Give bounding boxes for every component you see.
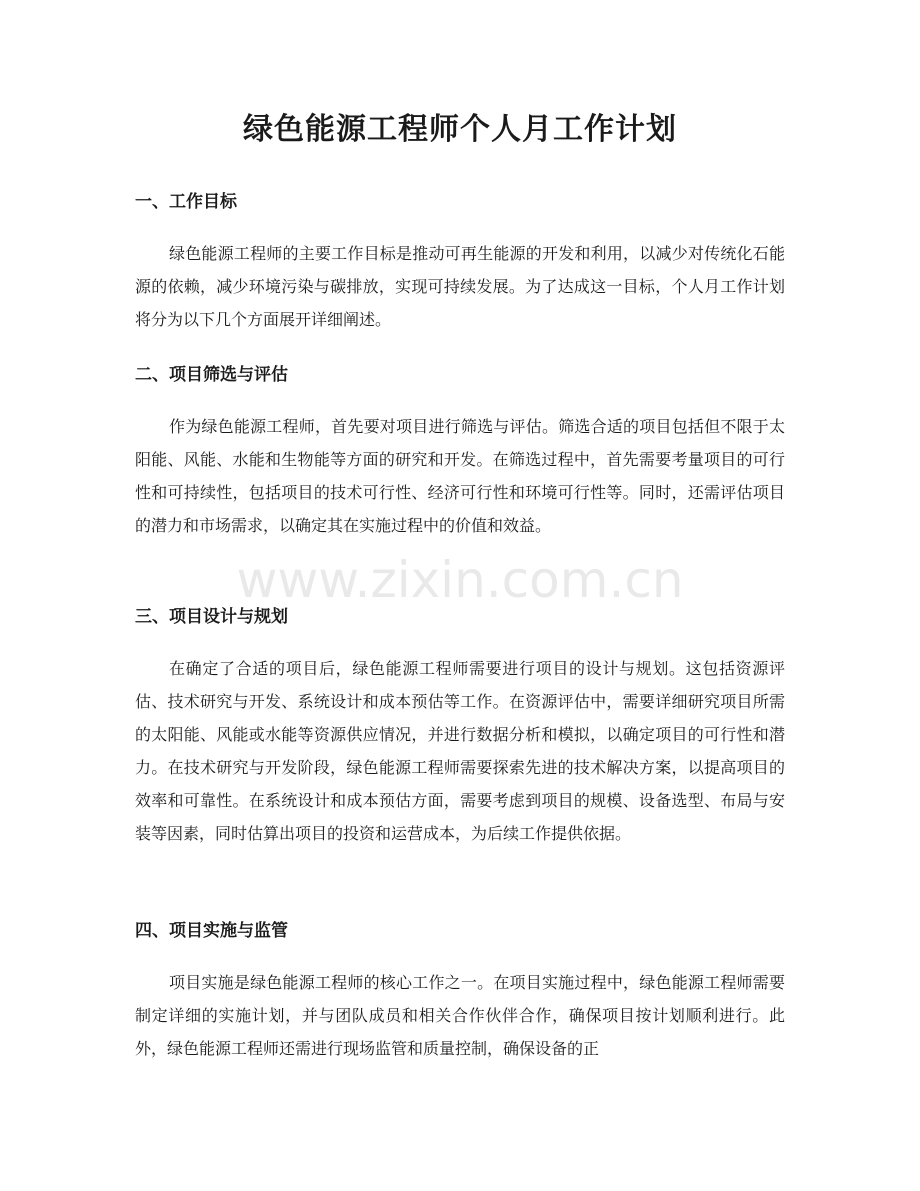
- document-title: 绿色能源工程师个人月工作计划: [243, 112, 677, 147]
- section-body: 作为绿色能源工程师，首先要对项目进行筛选与评估。筛选合适的项目包括但不限于太阳能、风能、水能和生物能等方面的研究和开发。在筛选过程中，首先需要考量项目的可行性和可持续性，包括项目的技术可行性、经济可行性和环境可行性等。同时，还需评估项目的潜力和市场需求，以确定其在实施过程中的价值和效益。: [135, 417, 785, 535]
- section-heading: 三、项目设计与规划: [135, 607, 288, 627]
- section-work-goal: [135, 189, 785, 336]
- watermark: www.zixin.com.cn: [236, 551, 684, 609]
- section-project-implementation: [135, 918, 785, 1065]
- section-project-screening: [135, 362, 785, 542]
- section-heading: 四、项目实施与监管: [135, 921, 288, 941]
- section-heading: 二、项目筛选与评估: [135, 365, 288, 385]
- section-body: 项目实施是绿色能源工程师的核心工作之一。在项目实施过程中，绿色能源工程师需要制定详细的实施计划，并与团队成员和相关合作伙伴合作，确保项目按计划顺利进行。此外，绿色能源工程师还需进行现场监管和质量控制，确保设备的正: [135, 973, 785, 1058]
- section-body: 在确定了合适的项目后，绿色能源工程师需要进行项目的设计与规划。这包括资源评估、技术研究与开发、系统设计和成本预估等工作。在资源评估中，需要详细研究项目所需的太阳能、风能或水能等资源供应情况，并进行数据分析和模拟，以确定项目的可行性和潜力。在技术研究与开发阶段，绿色能源工程师需要探索先进的技术解决方案，以提高项目的效率和可靠性。在系统设计和成本预估方面，需要考虑到项目的规模、设备选型、布局与安装等因素，同时估算出项目的投资和运营成本，为后续工作提供依据。: [135, 659, 785, 843]
- section-project-design: [135, 604, 785, 850]
- section-heading: 一、工作目标: [135, 192, 237, 212]
- section-body: 绿色能源工程师的主要工作目标是推动可再生能源的开发和利用，以减少对传统化石能源的依赖，减少环境污染与碳排放，实现可持续发展。为了达成这一目标，个人月工作计划将分为以下几个方面展开详细阐述。: [135, 244, 785, 329]
